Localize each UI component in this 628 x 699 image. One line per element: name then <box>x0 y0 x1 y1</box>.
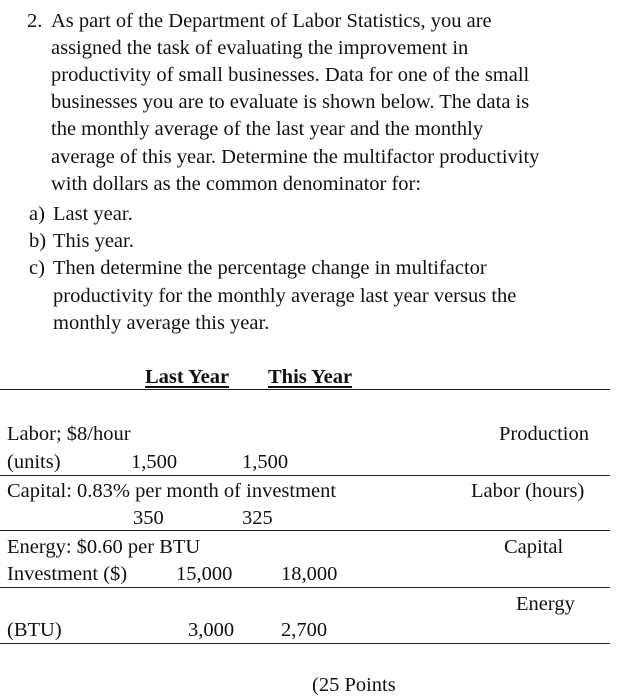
part-b-label: b) <box>29 230 47 252</box>
header-last-year: Last Year <box>145 366 230 388</box>
capital-this-year: 18,000 <box>281 563 338 585</box>
energy-last-year: 3,000 <box>188 619 235 641</box>
production-unit: (units) <box>7 451 61 473</box>
energy-this-year: 2,700 <box>281 619 328 641</box>
side-label-energy: Energy <box>516 593 575 615</box>
capital-last-year: 15,000 <box>176 563 233 585</box>
part-b-text: This year. <box>53 230 134 252</box>
points-label: (25 Points <box>312 674 396 696</box>
side-label-production: Production <box>499 423 589 445</box>
production-last-year: 1,500 <box>131 451 178 473</box>
question-line-1: As part of the Department of Labor Statistics, you are <box>51 10 492 32</box>
header-this-year: This Year <box>268 366 353 388</box>
part-c-line-2: productivity for the monthly average last year versus the <box>53 285 517 307</box>
question-line-3: productivity of small businesses. Data for one of the small <box>51 64 530 86</box>
table-top-rule <box>0 389 610 390</box>
question-line-7: with dollars as the common denominator for: <box>51 173 422 195</box>
question-line-4: businesses you are to evaluate is shown below. The data is <box>51 91 530 113</box>
part-a-label: a) <box>29 203 45 225</box>
part-a-text: Last year. <box>53 203 133 225</box>
labor-label: Capital: 0.83% per month of investment <box>7 480 337 502</box>
part-c-line-1: Then determine the percentage change in multifactor <box>53 257 487 279</box>
question-line-5: the monthly average of the last year and the monthly <box>51 118 484 140</box>
table-bottom-rule <box>0 643 610 644</box>
row-rule-2 <box>0 530 610 531</box>
energy-unit: (BTU) <box>7 619 62 641</box>
labor-last-year: 350 <box>133 507 164 529</box>
row-rule-3 <box>0 587 610 588</box>
capital-label: Energy: $0.60 per BTU <box>7 536 201 558</box>
part-c-line-3: monthly average this year. <box>53 312 270 334</box>
production-this-year: 1,500 <box>242 451 289 473</box>
question-line-6: average of this year. Determine the multifactor productivity <box>51 146 540 168</box>
row-rule-1 <box>0 475 610 476</box>
question-number: 2. <box>27 10 43 32</box>
production-label: Labor; $8/hour <box>7 423 131 445</box>
capital-unit: Investment ($) <box>7 563 128 585</box>
side-label-capital: Capital <box>504 536 564 558</box>
question-line-2: assigned the task of evaluating the improvement in <box>51 37 469 59</box>
part-c-label: c) <box>29 257 45 279</box>
labor-this-year: 325 <box>242 507 273 529</box>
side-label-labor: Labor (hours) <box>471 480 585 502</box>
